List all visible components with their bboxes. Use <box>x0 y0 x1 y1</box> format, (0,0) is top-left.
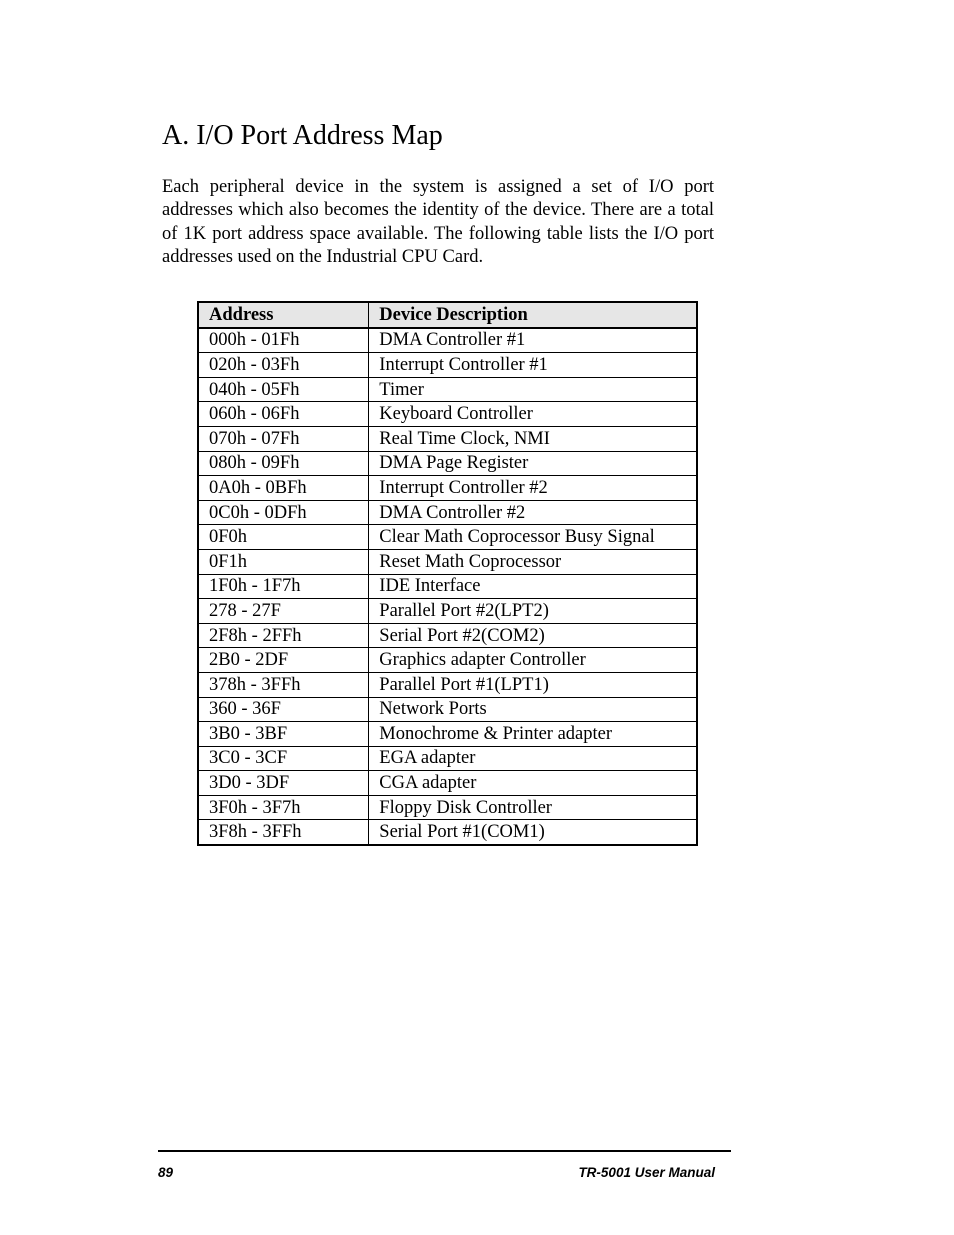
address-cell: 3C0 - 3CF <box>198 746 369 771</box>
device-description-cell: Monochrome & Printer adapter <box>369 722 697 747</box>
device-description-cell: Clear Math Coprocessor Busy Signal <box>369 525 697 550</box>
device-description-cell: EGA adapter <box>369 746 697 771</box>
device-description-cell: Floppy Disk Controller <box>369 795 697 820</box>
device-description-cell: Interrupt Controller #1 <box>369 353 697 378</box>
column-header-address: Address <box>198 302 369 328</box>
address-cell: 2B0 - 2DF <box>198 648 369 673</box>
device-description-cell: Keyboard Controller <box>369 402 697 427</box>
table-row <box>198 648 697 673</box>
address-cell: 1F0h - 1F7h <box>198 574 369 599</box>
table-row <box>198 623 697 648</box>
address-cell: 0F1h <box>198 549 369 574</box>
column-header-device-description: Device Description <box>369 302 697 328</box>
table-row <box>198 746 697 771</box>
footer-divider <box>158 1150 731 1152</box>
table-row <box>198 328 697 353</box>
address-cell: 3F8h - 3FFh <box>198 820 369 845</box>
address-cell: 070h - 07Fh <box>198 426 369 451</box>
table-row <box>198 697 697 722</box>
device-description-cell: Reset Math Coprocessor <box>369 549 697 574</box>
device-description-cell: Real Time Clock, NMI <box>369 426 697 451</box>
table-row <box>198 549 697 574</box>
page-number: 89 <box>158 1165 174 1180</box>
table-row <box>198 574 697 599</box>
address-cell: 378h - 3FFh <box>198 672 369 697</box>
io-port-address-table <box>197 301 698 846</box>
address-cell: 278 - 27F <box>198 599 369 624</box>
address-cell: 060h - 06Fh <box>198 402 369 427</box>
address-cell: 0F0h <box>198 525 369 550</box>
table-row <box>198 476 697 501</box>
address-cell: 3B0 - 3BF <box>198 722 369 747</box>
address-cell: 0C0h - 0DFh <box>198 500 369 525</box>
device-description-cell: Serial Port #2(COM2) <box>369 623 697 648</box>
table-row <box>198 525 697 550</box>
table-row <box>198 599 697 624</box>
device-description-cell: CGA adapter <box>369 771 697 796</box>
table-row <box>198 500 697 525</box>
table-row <box>198 795 697 820</box>
address-cell: 020h - 03Fh <box>198 353 369 378</box>
address-cell: 080h - 09Fh <box>198 451 369 476</box>
device-description-cell: Parallel Port #1(LPT1) <box>369 672 697 697</box>
device-description-cell: DMA Page Register <box>369 451 697 476</box>
table-row <box>198 402 697 427</box>
device-description-cell: Graphics adapter Controller <box>369 648 697 673</box>
table-row <box>198 771 697 796</box>
device-description-cell: Parallel Port #2(LPT2) <box>369 599 697 624</box>
address-cell: 3D0 - 3DF <box>198 771 369 796</box>
device-description-cell: DMA Controller #1 <box>369 328 697 353</box>
table-row <box>198 820 697 845</box>
table-body <box>198 328 697 845</box>
table-row <box>198 377 697 402</box>
manual-title: TR-5001 User Manual <box>578 1165 715 1180</box>
page-title: A. I/O Port Address Map <box>162 120 443 151</box>
device-description-cell: Interrupt Controller #2 <box>369 476 697 501</box>
device-description-cell: DMA Controller #2 <box>369 500 697 525</box>
table-row <box>198 451 697 476</box>
address-cell: 3F0h - 3F7h <box>198 795 369 820</box>
table-row <box>198 426 697 451</box>
address-cell: 360 - 36F <box>198 697 369 722</box>
device-description-cell: Serial Port #1(COM1) <box>369 820 697 845</box>
address-cell: 000h - 01Fh <box>198 328 369 353</box>
table-row <box>198 672 697 697</box>
address-cell: 0A0h - 0BFh <box>198 476 369 501</box>
device-description-cell: Network Ports <box>369 697 697 722</box>
intro-paragraph: Each peripheral device in the system is assigned a set of I/O port addresses which also becomes the identity of the device. There are a total of 1K port address space available. The following table lists the I/O port addresses used on the Industrial CPU Card. <box>162 177 714 267</box>
device-description-cell: Timer <box>369 377 697 402</box>
table-row <box>198 722 697 747</box>
table-row <box>198 353 697 378</box>
address-cell: 2F8h - 2FFh <box>198 623 369 648</box>
table-header-row <box>198 302 697 328</box>
address-cell: 040h - 05Fh <box>198 377 369 402</box>
device-description-cell: IDE Interface <box>369 574 697 599</box>
